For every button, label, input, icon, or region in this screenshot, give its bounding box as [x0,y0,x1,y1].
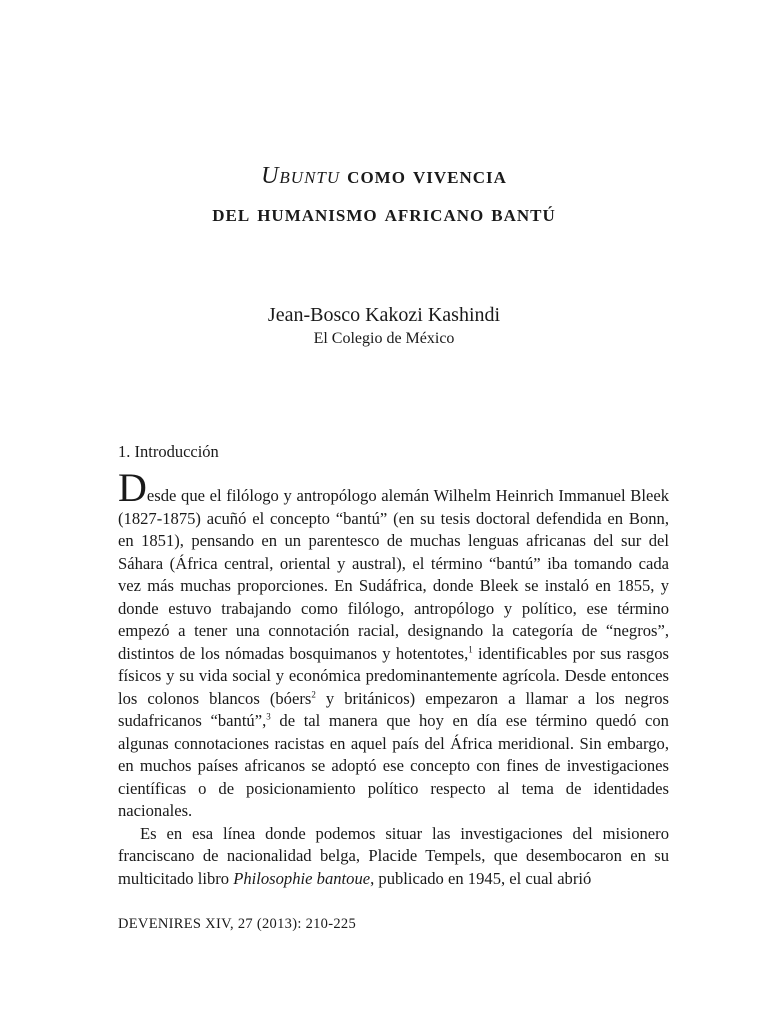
paragraph-1 [118,465,669,823]
drop-cap: D [118,465,147,510]
article-title-line-1 [0,158,768,194]
title-rest: como vivencia [340,163,507,189]
paragraph-2-part-2: , publicado en 1945, el cual abrió [370,868,592,888]
section-heading: 1. Introducción [118,442,219,461]
article-title-line-2 [0,196,768,232]
journal-name: DEVENIRES XIV [118,916,230,932]
footnote-ref-2[interactable]: 2 [311,688,316,699]
author-affiliation: El Colegio de México [313,330,455,347]
paragraph-1-part-4: de tal manera que hoy en día ese término quedó con algunas connotaciones racistas en aquel país del África meridional. Sin embargo, en muchos países africanos se adoptó ese concepto con fines de investigaciones científicas o de posicionamiento político respecto al tema de identidades nacionales. [118,711,669,820]
footnote-ref-1[interactable]: 1 [468,643,473,654]
body-text [118,465,669,890]
paragraph-1-part-3: y británicos) empezaron a llamar a los negros sudafricanos “bantú”, [118,688,669,730]
footnote-ref-3[interactable]: 3 [266,711,271,722]
paragraph-2 [118,823,669,891]
journal-citation [118,916,356,933]
paragraph-2-part-1: Es en esa línea donde podemos situar las investigaciones del misionero franciscano de nacionalidad belga, Placide Tempels, que desembocaron en su multicitado libro [118,823,669,888]
journal-issue-pages: , 27 (2013): 210-225 [229,916,356,932]
paragraph-1-part-1: esde que el filólogo y antropólogo alemán Wilhelm Heinrich Immanuel Bleek (1827-1875) acuñó el concepto “bantú” (en su tesis doctoral defendida en Bonn, en 1851), pensando en un parentesco de muchas lenguas africanas del sur del Sáhara (África central, oriental y austral), el término “bantú” iba tomando cada vez más muchas proporciones. En Sudáfrica, donde Bleek se instaló en 1855, y donde estuvo trabajando como filólogo, antropólogo y político, ese término empezó a tener una connotación racial, designando la categoría de “negros”, distintos de los nómadas bosquimanos y hotentotes, [118,486,669,663]
book-title: Philosophie bantoue [233,868,371,888]
title-italic-word: Ubuntu [261,163,341,189]
title-line-2-text: del humanismo africano bantú [212,201,556,227]
author-name: Jean-Bosco Kakozi Kashindi [267,304,501,326]
paragraph-1-part-2: identificables por sus rasgos físicos y su vida social y económica predominantemente agrícola. Desde entonces los colonos blancos (bóers [118,643,669,708]
